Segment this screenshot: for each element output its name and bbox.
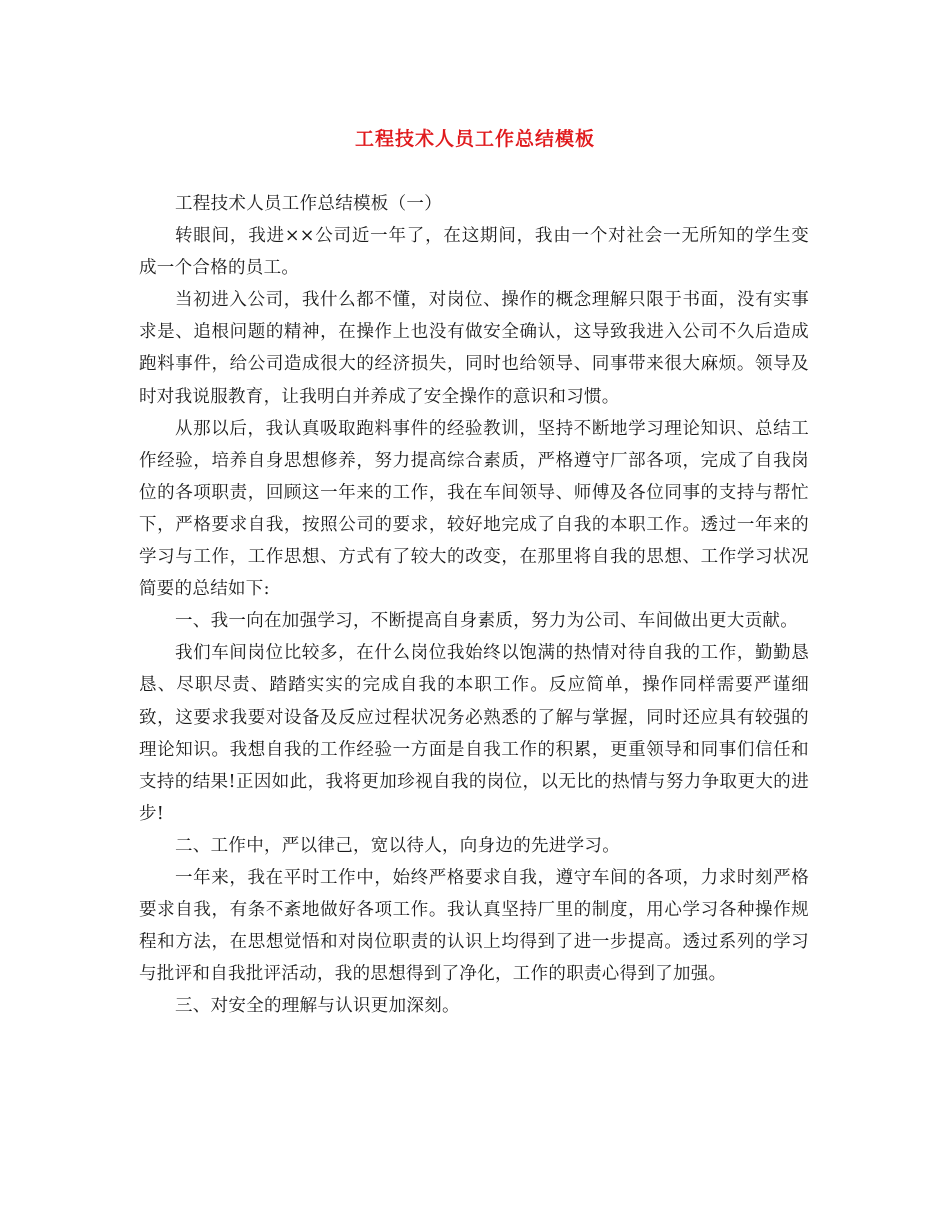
body-paragraph: 我们车间岗位比较多，在什么岗位我始终以饱满的热情对待自我的工作，勤勤恳恳、尽职尽责、踏踏实实的完成自我的本职工作。反应简单，操作同样需要严谨细致，这要求我要对设备及反应过程状况务必熟悉的了解与掌握，同时还应具有较强的理论知识。我想自我的工作经验一方面是自我工作的积累，更重领导和同事们信任和支持的结果!正因如此，我将更加珍视自我的岗位，以无比的热情与努力争取更大的进步! (139, 643, 809, 824)
subtitle-paragraph: 工程技术人员工作总结模板（一） (175, 194, 442, 214)
body-paragraph: 转眼间，我进××公司近一年了，在这期间，我由一个对社会一无所知的学生变成一个合格的员工。 (139, 226, 809, 279)
body-paragraph: 当初进入公司，我什么都不懂，对岗位、操作的概念理解只限于书面，没有实事求是、追根问题的精神，在操作上也没有做安全确认，这导致我进入公司不久后造成跑料事件，给公司造成很大的经济损失，同时也给领导、同事带来很大麻烦。领导及时对我说服教育，让我明白并养成了安全操作的意识和习惯。 (139, 290, 809, 407)
document-body (139, 188, 809, 1022)
section-heading-1: 一、我一向在加强学习，不断提高自身素质，努力为公司、车间做出更大贡献。 (175, 611, 798, 632)
body-paragraph: 一年来，我在平时工作中，始终严格要求自我，遵守车间的各项，力求时刻严格要求自我，有条不紊地做好各项工作。我认真坚持厂里的制度，用心学习各种操作规程和方法，在思想觉悟和对岗位职责的认识上均得到了进一步提高。透过系列的学习与批评和自我批评活动，我的思想得到了净化，工作的职责心得到了加强。 (139, 867, 809, 985)
body-paragraph: 从那以后，我认真吸取跑料事件的经验教训，坚持不断地学习理论知识、总结工作经验，培养自身思想修养，努力提高综合素质，严格遵守厂部各项，完成了自我岗位的各项职责，回顾这一年来的工作，我在车间领导、师傅及各位同事的支持与帮忙下，严格要求自我，按照公司的要求，较好地完成了自我的本职工作。透过一年来的学习与工作，工作思想、方式有了较大的改变，在那里将自我的思想、工作学习状况简要的总结如下: (139, 418, 809, 600)
document-title: 工程技术人员工作总结模板 (354, 128, 595, 150)
section-heading-3: 三、对安全的理解与认识更加深刻。 (175, 996, 460, 1017)
section-heading-2: 二、工作中，严以律己，宽以待人，向身边的先进学习。 (175, 835, 620, 856)
